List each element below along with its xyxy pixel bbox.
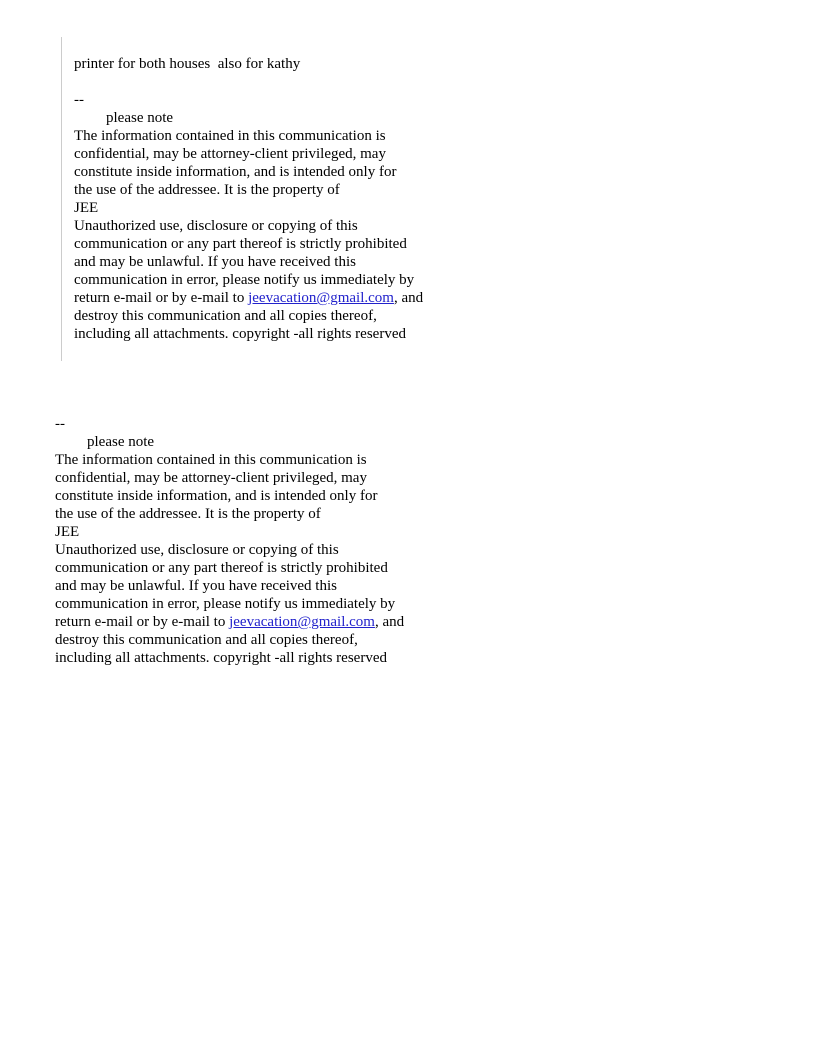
return-prefix: return e-mail or by e-mail to [55, 614, 230, 630]
disclaimer-line: communication or any part thereof is strictly prohibited [74, 236, 407, 252]
disclaimer-line: destroy this communication and all copies thereof, [55, 632, 358, 648]
spacer [74, 73, 621, 91]
return-email-line [74, 289, 621, 307]
disclaimer-line: communication in error, please notify us immediately by [55, 596, 396, 612]
quoted-message [61, 37, 621, 361]
disclaimer-line: confidential, may be attorney-client privileged, may [74, 146, 386, 162]
property-owner: JEE [74, 200, 99, 216]
outer-signature [55, 415, 615, 667]
quoted-signature [74, 91, 621, 343]
signature-separator: -- [55, 416, 65, 432]
disclaimer-line: The information contained in this communication is [74, 128, 386, 144]
disclaimer-line: including all attachments. copyright -all rights reserved [55, 650, 387, 666]
disclaimer-line: the use of the addressee. It is the property of [74, 182, 340, 198]
disclaimer-line: communication or any part thereof is strictly prohibited [55, 560, 388, 576]
disclaimer-line: and may be unlawful. If you have received this [55, 578, 337, 594]
return-suffix: , and [374, 614, 405, 630]
signature-heading: please note [106, 110, 174, 126]
disclaimer-line: The information contained in this communication is [55, 452, 367, 468]
disclaimer-line: destroy this communication and all copies thereof, [74, 308, 377, 324]
disclaimer-line: and may be unlawful. If you have received this [74, 254, 356, 270]
disclaimer-line: constitute inside information, and is intended only for [55, 488, 378, 504]
return-email-line [55, 613, 615, 631]
disclaimer-line: constitute inside information, and is intended only for [74, 164, 397, 180]
disclaimer-line: including all attachments. copyright -all rights reserved [74, 326, 406, 342]
disclaimer-line: Unauthorized use, disclosure or copying of this [55, 542, 339, 558]
disclaimer-line: confidential, may be attorney-client privileged, may [55, 470, 367, 486]
email-link[interactable]: jeevacation@gmail.com [229, 614, 375, 630]
disclaimer-line: communication in error, please notify us immediately by [74, 272, 415, 288]
signature-heading: please note [87, 434, 155, 450]
property-owner: JEE [55, 524, 80, 540]
return-prefix: return e-mail or by e-mail to [74, 290, 249, 306]
disclaimer-line: Unauthorized use, disclosure or copying of this [74, 218, 358, 234]
email-link[interactable]: jeevacation@gmail.com [248, 290, 394, 306]
message-body-line: printer for both houses also for kathy [74, 56, 301, 72]
return-suffix: , and [393, 290, 424, 306]
disclaimer-line: the use of the addressee. It is the property of [55, 506, 321, 522]
signature-separator: -- [74, 92, 84, 108]
